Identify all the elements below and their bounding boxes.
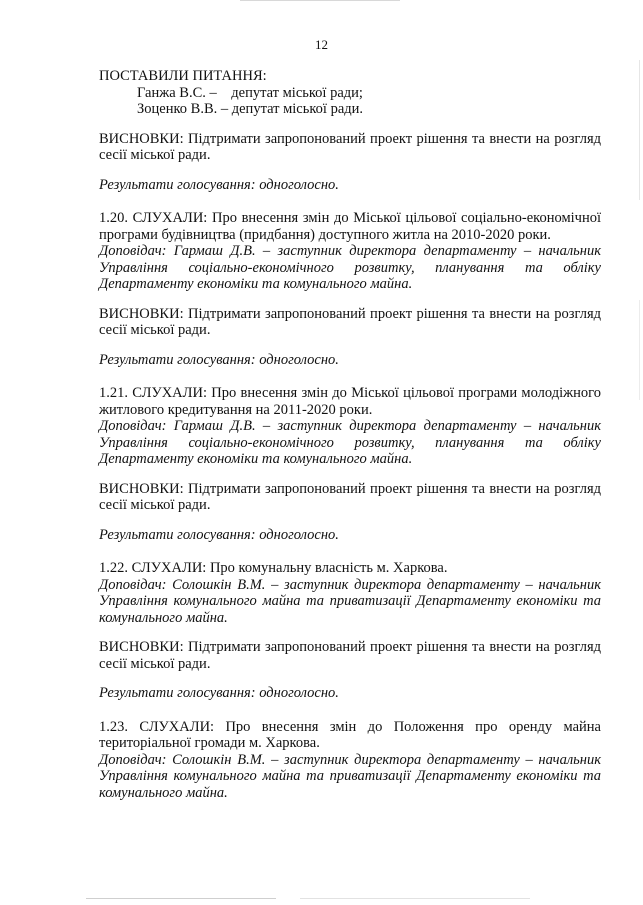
heard-item-1-22: 1.22. СЛУХАЛИ: Про комунальну власність м. Харкова.: [99, 560, 448, 576]
scan-edge-right: [639, 60, 640, 200]
conclusion-item-1-20: ВИСНОВКИ: Підтримати запропонований проект рішення та внести на розгляд сесії міської ради.: [99, 305, 601, 338]
raised-questions-heading: ПОСТАВИЛИ ПИТАННЯ:: [99, 68, 267, 84]
conclusion-item-1-22: ВИСНОВКИ: Підтримати запропонований проект рішення та внести на розгляд сесії міської ради.: [99, 639, 601, 672]
vote-result: Результати голосування: одноголосно.: [99, 176, 339, 193]
page-number: 12: [315, 37, 328, 52]
vote-item-1-21: Результати голосування: одноголосно.: [99, 526, 339, 543]
speaker-item-1-21: Доповідач: Гармаш Д.В. – заступник директора департаменту – начальник Управління соціально-економічного розвитку, планування та обліку Департаменту економіки та комунального майна.: [99, 418, 601, 467]
scan-edge-top: [240, 0, 400, 1]
heard-item-1-23: 1.23. СЛУХАЛИ: Про внесення змін до Положення про оренду майна територіальної громади м. Харкова.: [99, 718, 601, 751]
speaker-item-1-22: Доповідач: Солошкін В.М. – заступник директора департаменту – начальник Управління комунального майна та приватизації Департаменту економіки та комунального майна.: [99, 576, 601, 626]
conclusion-paragraph: ВИСНОВКИ: Підтримати запропонований проект рішення та внести на розгляд сесії міської ради.: [99, 130, 601, 163]
protocol-body: [99, 68, 601, 801]
raised-questions-person: Зоценко В.В. – депутат міської ради.: [137, 101, 364, 117]
heard-item-1-21: 1.21. СЛУХАЛИ: Про внесення змін до Міської цільової програми молодіжного житлового кредитування на 2011-2020 роки.: [99, 385, 601, 418]
speaker-item-1-20: Доповідач: Гармаш Д.В. – заступник директора департаменту – начальник Управління соціально-економічного розвитку, планування та обліку Департаменту економіки та комунального майна.: [99, 243, 601, 292]
heard-item-1-20: 1.20. СЛУХАЛИ: Про внесення змін до Міської цільової соціально-економічної програми будівництва (придбання) доступного житла на 2010-2020 роки.: [99, 210, 601, 243]
speaker-item-1-23: Доповідач: Солошкін В.М. – заступник директора департаменту – начальник Управління комунального майна та приватизації Департаменту економіки та комунального майна.: [99, 751, 601, 801]
conclusion-item-1-21: ВИСНОВКИ: Підтримати запропонований проект рішення та внести на розгляд сесії міської ради.: [99, 480, 601, 513]
scan-edge-right-lower: [639, 300, 640, 400]
vote-item-1-20: Результати голосування: одноголосно.: [99, 351, 339, 368]
scan-edge-bottom: [86, 898, 276, 899]
raised-questions-person: Ганжа В.С. – депутат міської ради;: [137, 84, 363, 101]
vote-item-1-22: Результати голосування: одноголосно.: [99, 685, 339, 701]
scan-edge-bottom-right: [300, 898, 530, 899]
